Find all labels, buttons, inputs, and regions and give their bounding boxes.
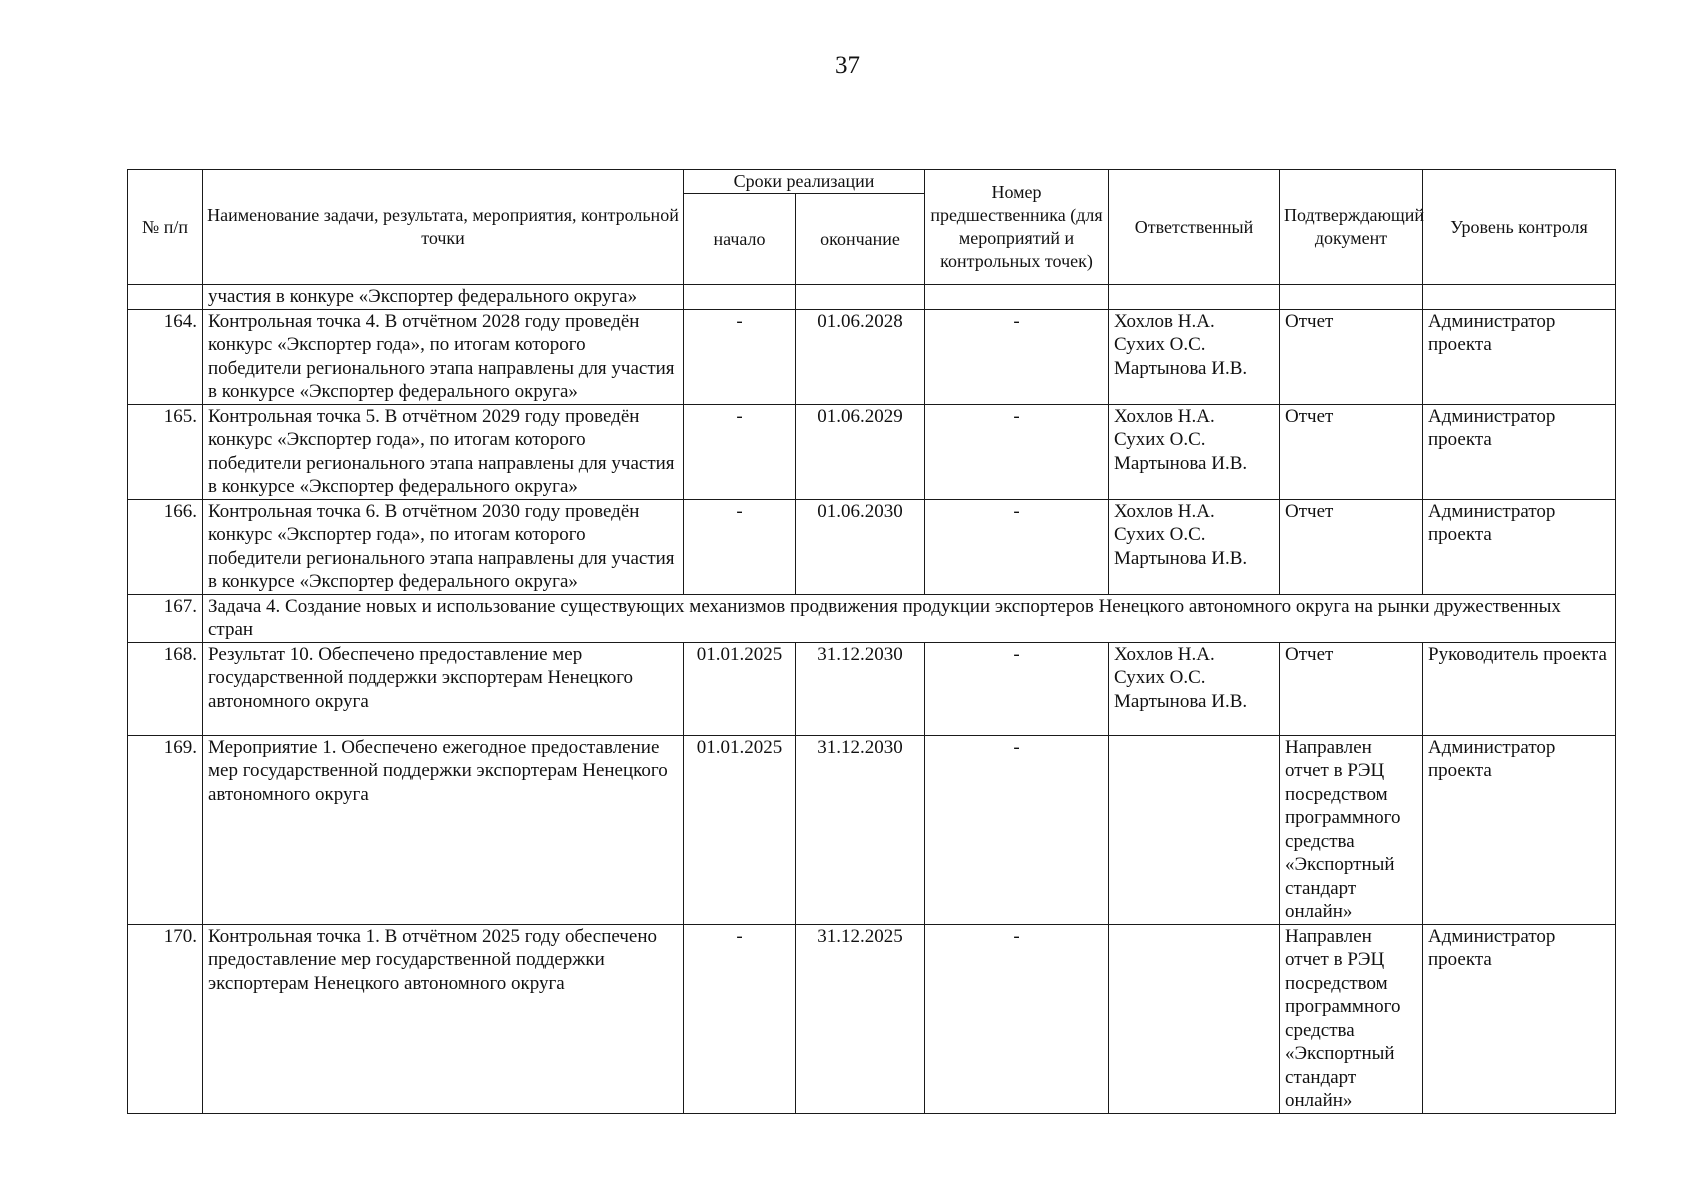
table-row-continuation <box>128 285 1616 310</box>
cell-responsible <box>1109 285 1280 310</box>
header-start: начало <box>684 194 796 285</box>
table-row-169 <box>128 735 1616 924</box>
cell-document <box>1280 285 1423 310</box>
cell-predecessor: - <box>925 735 1109 924</box>
header-name: Наименование задачи, результата, мероприятия, контрольной точки <box>203 170 684 285</box>
cell-name: участия в конкуре «Экспортер федерального округа» <box>203 285 684 310</box>
cell-start: - <box>684 499 796 594</box>
table-row-170 <box>128 924 1616 1113</box>
cell-predecessor: - <box>925 642 1109 735</box>
cell-name: Мероприятие 1. Обеспечено ежегодное предоставление мер государственной поддержки экспортерам Ненецкого автономного округа <box>203 735 684 924</box>
cell-control: Руководитель проекта <box>1423 642 1616 735</box>
cell-responsible: Хохлов Н.А. Сухих О.С. Мартынова И.В. <box>1109 404 1280 499</box>
cell-document: Отчет <box>1280 404 1423 499</box>
cell-name: Контрольная точка 1. В отчётном 2025 году обеспечено предоставление мер государственной поддержки экспортерам Ненецкого автономного округа <box>203 924 684 1113</box>
table-header <box>128 170 1616 285</box>
header-document: Подтверждающий документ <box>1280 170 1423 285</box>
cell-control: Администратор проекта <box>1423 499 1616 594</box>
cell-control: Администратор проекта <box>1423 309 1616 404</box>
cell-predecessor: - <box>925 924 1109 1113</box>
cell-responsible: Хохлов Н.А. Сухих О.С. Мартынова И.В. <box>1109 642 1280 735</box>
cell-end: 31.12.2030 <box>796 642 925 735</box>
cell-predecessor: - <box>925 499 1109 594</box>
cell-num: 164. <box>128 309 203 404</box>
cell-name: Результат 10. Обеспечено предоставление мер государственной поддержки экспортерам Ненецкого автономного округа <box>203 642 684 735</box>
table-row-167 <box>128 594 1616 642</box>
cell-end: 01.06.2028 <box>796 309 925 404</box>
cell-num: 166. <box>128 499 203 594</box>
cell-start <box>684 285 796 310</box>
cell-predecessor: - <box>925 404 1109 499</box>
cell-start: - <box>684 404 796 499</box>
header-responsible: Ответственный <box>1109 170 1280 285</box>
cell-num: 165. <box>128 404 203 499</box>
header-control: Уровень контроля <box>1423 170 1616 285</box>
cell-name: Контрольная точка 5. В отчётном 2029 году проведён конкурс «Экспортер года», по итогам которого победители регионального этапа направлены для участия в конкурсе «Экспортер федерального округа» <box>203 404 684 499</box>
cell-end <box>796 285 925 310</box>
cell-control: Администратор проекта <box>1423 404 1616 499</box>
cell-document: Отчет <box>1280 499 1423 594</box>
cell-document: Отчет <box>1280 309 1423 404</box>
cell-document: Отчет <box>1280 642 1423 735</box>
cell-num: 170. <box>128 924 203 1113</box>
cell-start: - <box>684 924 796 1113</box>
cell-num <box>128 285 203 310</box>
table-row-168 <box>128 642 1616 735</box>
cell-responsible <box>1109 924 1280 1113</box>
cell-num: 167. <box>128 594 203 642</box>
header-end: окончание <box>796 194 925 285</box>
cell-num: 169. <box>128 735 203 924</box>
header-dates: Сроки реализации <box>684 170 925 194</box>
cell-predecessor: - <box>925 309 1109 404</box>
project-plan-table <box>127 169 1616 1114</box>
table-row-165 <box>128 404 1616 499</box>
cell-responsible <box>1109 735 1280 924</box>
cell-start: 01.01.2025 <box>684 642 796 735</box>
cell-predecessor <box>925 285 1109 310</box>
header-predecessor: Номер предшественника (для мероприятий и контрольных точек) <box>925 170 1109 285</box>
header-num: № п/п <box>128 170 203 285</box>
table-row-164 <box>128 309 1616 404</box>
cell-control <box>1423 285 1616 310</box>
cell-document: Направлен отчет в РЭЦ посредством программного средства «Экспортный стандарт онлайн» <box>1280 924 1423 1113</box>
cell-control: Администратор проекта <box>1423 924 1616 1113</box>
cell-task: Задача 4. Создание новых и использование существующих механизмов продвижения продукции экспортеров Ненецкого автономного округа на рынки дружественных стран <box>203 594 1616 642</box>
cell-end: 31.12.2025 <box>796 924 925 1113</box>
table-row-166 <box>128 499 1616 594</box>
cell-name: Контрольная точка 6. В отчётном 2030 году проведён конкурс «Экспортер года», по итогам которого победители регионального этапа направлены для участия в конкурсе «Экспортер федерального округа» <box>203 499 684 594</box>
cell-name: Контрольная точка 4. В отчётном 2028 году проведён конкурс «Экспортер года», по итогам которого победители регионального этапа направлены для участия в конкурсе «Экспортер федерального округа» <box>203 309 684 404</box>
cell-end: 01.06.2029 <box>796 404 925 499</box>
cell-start: 01.01.2025 <box>684 735 796 924</box>
cell-document: Направлен отчет в РЭЦ посредством программного средства «Экспортный стандарт онлайн» <box>1280 735 1423 924</box>
cell-start: - <box>684 309 796 404</box>
cell-end: 31.12.2030 <box>796 735 925 924</box>
cell-responsible: Хохлов Н.А. Сухих О.С. Мартынова И.В. <box>1109 499 1280 594</box>
cell-responsible: Хохлов Н.А. Сухих О.С. Мартынова И.В. <box>1109 309 1280 404</box>
cell-num: 168. <box>128 642 203 735</box>
cell-control: Администратор проекта <box>1423 735 1616 924</box>
page-number: 37 <box>835 52 860 79</box>
cell-end: 01.06.2030 <box>796 499 925 594</box>
